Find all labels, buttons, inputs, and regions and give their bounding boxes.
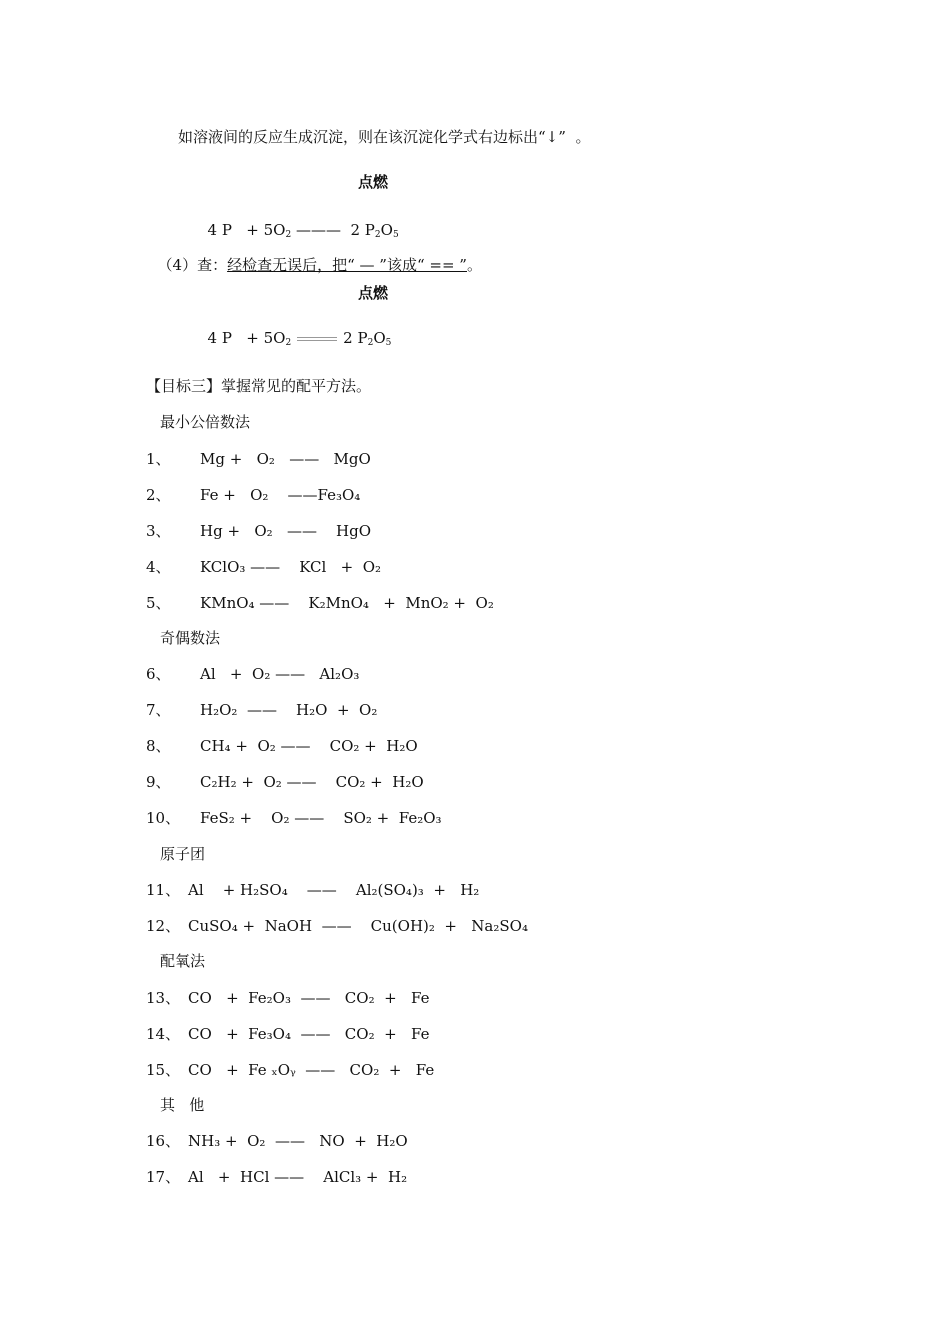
item-equation: CO + Fe₃O₄ —— CO₂ + Fe <box>188 1025 430 1043</box>
eq-a-arrow: ——— <box>291 221 351 239</box>
item-equation: CH₄ + O₂ —— CO₂ + H₂O <box>200 737 418 755</box>
step4-prefix: （4）查： <box>157 256 228 274</box>
item-equation: FeS₂ + O₂ —— SO₂ + Fe₂O₃ <box>200 809 442 827</box>
item-number: 12、 <box>146 917 181 935</box>
list-item <box>146 772 424 792</box>
step-4 <box>148 235 482 275</box>
eq-a-left: 4 P + 5O <box>207 221 286 239</box>
item-number: 15、 <box>146 1061 181 1079</box>
eq-b-right-pre: 2 P <box>343 329 368 347</box>
list-item <box>146 1131 408 1151</box>
item-equation: H₂O₂ —— H₂O + O₂ <box>200 701 378 719</box>
section-lcm-method: 最小公倍数法 <box>160 413 251 431</box>
section-others: 其 他 <box>160 1096 205 1114</box>
item-number: 3、 <box>146 522 171 540</box>
reaction-condition-2: 点燃 <box>358 284 389 302</box>
list-item <box>146 1024 429 1044</box>
eq-a-o: O <box>380 221 393 239</box>
item-number: 14、 <box>146 1025 181 1043</box>
list-item <box>146 557 381 577</box>
eq-b-o-sub2: 5 <box>385 338 392 348</box>
eq-b-left: 4 P + 5O <box>207 329 286 347</box>
equals-sign <box>297 337 337 341</box>
eq-a-p-sub: 2 <box>374 230 381 240</box>
list-item <box>146 880 479 900</box>
list-item <box>146 700 377 720</box>
list-item <box>146 916 528 936</box>
item-number: 10、 <box>146 809 181 827</box>
eq-a-right-pre: 2 P <box>350 221 375 239</box>
step4-underlined: 经检查无误后，把“ — ”该成“ == ” <box>227 256 467 274</box>
item-equation: C₂H₂ + O₂ —— CO₂ + H₂O <box>200 773 424 791</box>
list-item <box>146 1167 407 1187</box>
equation-b <box>198 308 391 353</box>
list-item <box>146 664 359 684</box>
reaction-condition-1: 点燃 <box>358 173 389 191</box>
item-equation: CO + Fe ₓOᵧ —— CO₂ + Fe <box>188 1061 435 1079</box>
item-equation: Al + O₂ —— Al₂O₃ <box>200 665 360 683</box>
intro-text: 如溶液间的反应生成沉淀，则在该沉淀化学式右边标出“↓” 。 <box>178 128 591 146</box>
section-radical-group: 原子团 <box>160 845 206 863</box>
eq-b-p-sub: 2 <box>367 338 374 348</box>
list-item <box>146 485 360 505</box>
list-item <box>146 808 442 828</box>
item-number: 17、 <box>146 1168 181 1186</box>
goal-three-title: 【目标三】掌握常见的配平方法。 <box>146 377 372 395</box>
eq-b-o-sub: 2 <box>285 338 292 348</box>
item-number: 6、 <box>146 665 171 683</box>
item-equation: Mg + O₂ —— MgO <box>200 450 371 468</box>
list-item <box>146 988 429 1008</box>
item-number: 5、 <box>146 594 171 612</box>
list-item <box>146 449 371 469</box>
item-equation: NH₃ + O₂ —— NO + H₂O <box>188 1132 408 1150</box>
eq-b-o: O <box>373 329 386 347</box>
eq-a-o-sub2: 5 <box>392 230 399 240</box>
item-equation: CuSO₄ + NaOH —— Cu(OH)₂ + Na₂SO₄ <box>188 917 528 935</box>
eq-a-o-sub: 2 <box>285 230 292 240</box>
section-odd-even-method: 奇偶数法 <box>160 629 221 647</box>
item-number: 13、 <box>146 989 181 1007</box>
item-equation: Al + H₂SO₄ —— Al₂(SO₄)₃ + H₂ <box>188 881 480 899</box>
item-equation: KClO₃ —— KCl + O₂ <box>200 558 382 576</box>
item-equation: KMnO₄ —— K₂MnO₄ + MnO₂ + O₂ <box>200 594 494 612</box>
item-equation: CO + Fe₂O₃ —— CO₂ + Fe <box>188 989 430 1007</box>
item-number: 1、 <box>146 450 171 468</box>
item-equation: Hg + O₂ —— HgO <box>200 522 371 540</box>
section-oxygen-method: 配氧法 <box>160 952 206 970</box>
item-number: 16、 <box>146 1132 181 1150</box>
item-number: 2、 <box>146 486 171 504</box>
list-item <box>146 593 494 613</box>
list-item <box>146 736 418 756</box>
item-number: 11、 <box>146 881 181 899</box>
item-number: 4、 <box>146 558 171 576</box>
item-equation: Al + HCl —— AlCl₃ + H₂ <box>188 1168 408 1186</box>
list-item <box>146 1060 434 1080</box>
item-number: 8、 <box>146 737 171 755</box>
item-equation: Fe + O₂ ——Fe₃O₄ <box>200 486 361 504</box>
step4-suffix: 。 <box>466 256 482 274</box>
item-number: 7、 <box>146 701 171 719</box>
item-number: 9、 <box>146 773 171 791</box>
list-item <box>146 521 371 541</box>
